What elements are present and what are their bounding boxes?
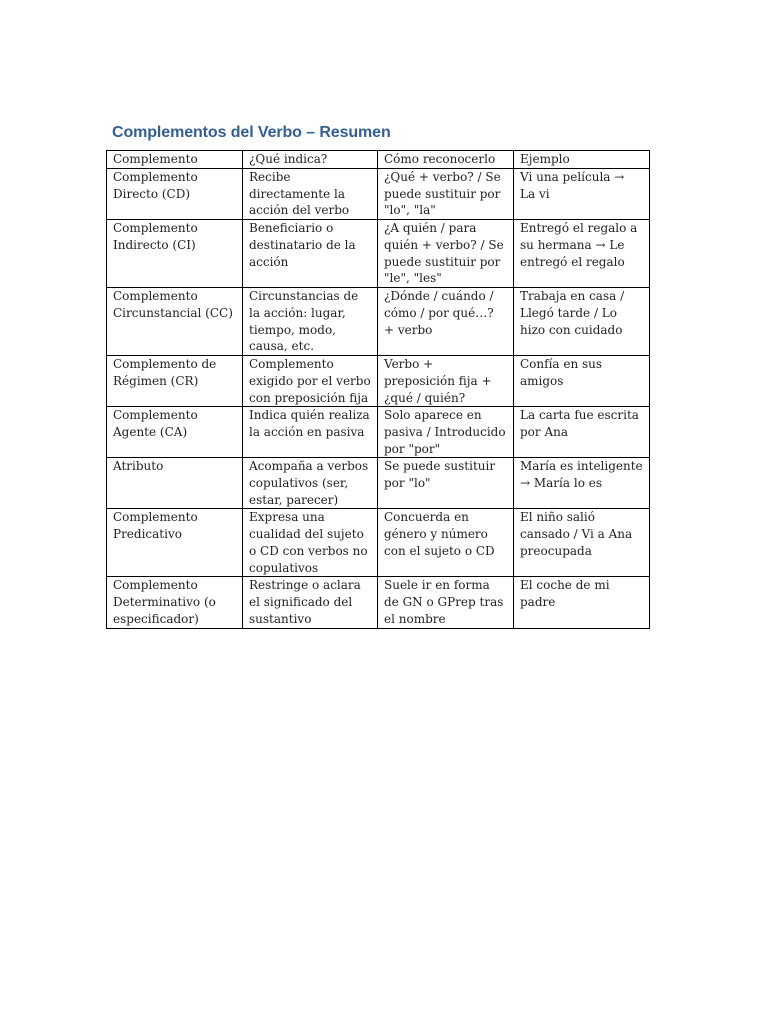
table-row: [107, 458, 650, 509]
cell-ejemplo: La carta fue escrita por Ana: [514, 407, 650, 458]
cell-complemento: Complemento Circunstancial (CC): [107, 288, 243, 356]
document-title: Complementos del Verbo – Resumen: [112, 124, 391, 141]
table-header-row: [107, 151, 650, 169]
cell-como-reconocerlo: Se puede sustituir por "lo": [378, 458, 514, 509]
cell-complemento: Complemento Directo (CD): [107, 169, 243, 220]
table-row: [107, 288, 650, 356]
table-row: [107, 577, 650, 628]
cell-que-indica: Indica quién realiza la acción en pasiva: [243, 407, 378, 458]
cell-como-reconocerlo: ¿A quién / para quién + verbo? / Se puede sustituir por "le", "les": [378, 220, 514, 288]
cell-que-indica: Acompaña a verbos copulativos (ser, estar, parecer): [243, 458, 378, 509]
cell-que-indica: Beneficiario o destinatario de la acción: [243, 220, 378, 288]
cell-complemento: Complemento Agente (CA): [107, 407, 243, 458]
cell-ejemplo: Trabaja en casa / Llegó tarde / Lo hizo con cuidado: [514, 288, 650, 356]
cell-complemento: Complemento de Régimen (CR): [107, 356, 243, 407]
header-ejemplo: Ejemplo: [514, 151, 650, 169]
cell-ejemplo: Vi una película → La vi: [514, 169, 650, 220]
header-complemento: Complemento: [107, 151, 243, 169]
cell-ejemplo: Confía en sus amigos: [514, 356, 650, 407]
table-row: [107, 407, 650, 458]
cell-ejemplo: El niño salió cansado / Vi a Ana preocupada: [514, 509, 650, 577]
cell-como-reconocerlo: ¿Qué + verbo? / Se puede sustituir por "lo", "la": [378, 169, 514, 220]
cell-como-reconocerlo: Suele ir en forma de GN o GPrep tras el nombre: [378, 577, 514, 628]
table-row: [107, 169, 650, 220]
cell-que-indica: Restringe o aclara el significado del sustantivo: [243, 577, 378, 628]
table-row: [107, 509, 650, 577]
header-que-indica: ¿Qué indica?: [243, 151, 378, 169]
cell-complemento: Atributo: [107, 458, 243, 509]
cell-que-indica: Circunstancias de la acción: lugar, tiempo, modo, causa, etc.: [243, 288, 378, 356]
cell-como-reconocerlo: ¿Dónde / cuándo / cómo / por qué…? + verbo: [378, 288, 514, 356]
cell-complemento: Complemento Determinativo (o especificador): [107, 577, 243, 628]
cell-complemento: Complemento Predicativo: [107, 509, 243, 577]
cell-que-indica: Expresa una cualidad del sujeto o CD con verbos no copulativos: [243, 509, 378, 577]
cell-como-reconocerlo: Concuerda en género y número con el sujeto o CD: [378, 509, 514, 577]
cell-ejemplo: El coche de mi padre: [514, 577, 650, 628]
complements-table: [106, 150, 650, 629]
cell-que-indica: Complemento exigido por el verbo con preposición fija: [243, 356, 378, 407]
cell-ejemplo: María es inteligente → María lo es: [514, 458, 650, 509]
cell-como-reconocerlo: Solo aparece en pasiva / Introducido por "por": [378, 407, 514, 458]
cell-que-indica: Recibe directamente la acción del verbo: [243, 169, 378, 220]
table-row: [107, 220, 650, 288]
table-row: [107, 356, 650, 407]
header-como-reconocerlo: Cómo reconocerlo: [378, 151, 514, 169]
cell-ejemplo: Entregó el regalo a su hermana → Le entregó el regalo: [514, 220, 650, 288]
cell-complemento: Complemento Indirecto (CI): [107, 220, 243, 288]
cell-como-reconocerlo: Verbo + preposición fija + ¿qué / quién?: [378, 356, 514, 407]
